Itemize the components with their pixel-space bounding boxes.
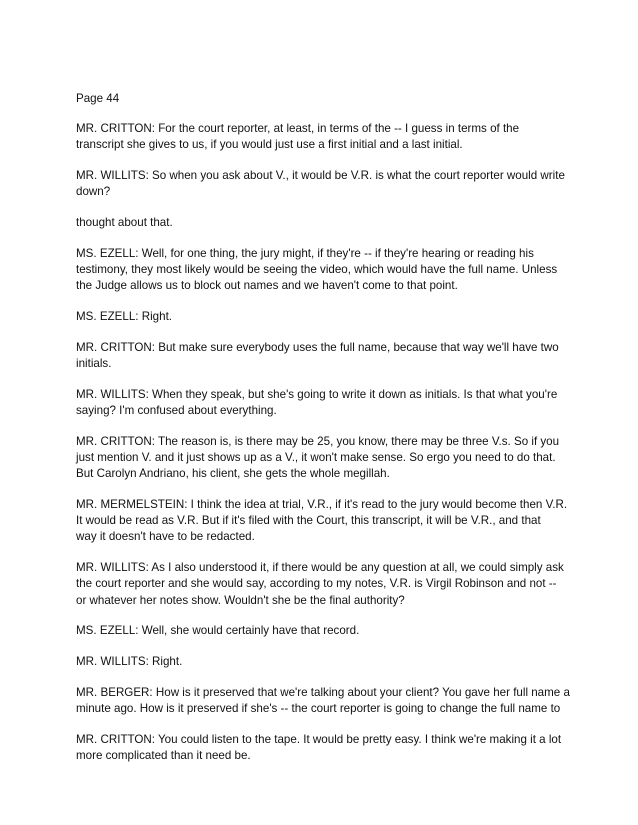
transcript-line: MR. WILLITS: Right. (76, 655, 183, 669)
transcript-line: MS. EZELL: Well, for one thing, the jury might, if they're -- if they're hearing or reading his (76, 246, 534, 260)
transcript-paragraph (76, 623, 566, 639)
transcript-line: just mention V. and it just shows up as a V., it won't make sense. So ergo you need to do that. (76, 451, 556, 464)
transcript-line: MS. EZELL: Right. (76, 310, 173, 323)
transcript-line: more complicated than it need be. (76, 749, 251, 763)
transcript-paragraph (76, 497, 566, 546)
transcript-line: MR. CRITTON: You could listen to the tape. It would be pretty easy. I think we're making it a lot (76, 733, 562, 746)
transcript-line: MS. EZELL: Well, she would certainly have that record. (76, 624, 360, 638)
transcript-line: MR. WILLITS: As I also understood it, if there would be any question at all, we could simply ask (76, 561, 564, 575)
transcript-paragraph (76, 685, 570, 717)
transcript-line: MR. WILLITS: When they speak, but she's going to write it down as initials. Is that what you're (76, 387, 558, 401)
transcript-paragraph (76, 121, 566, 153)
transcript-line: testimony, they most likely would be seeing the video, which would have the full name. Unless (76, 263, 558, 276)
transcript-line: MR. CRITTON: The reason is, is there may be 25, you know, there may be three V.s. So if you (76, 434, 560, 448)
transcript-paragraph (76, 309, 566, 325)
transcript-paragraph (76, 215, 566, 231)
transcript-paragraph (76, 434, 566, 483)
transcript-line: thought about that. (76, 216, 173, 229)
transcript-line: initials. (76, 357, 112, 370)
transcript-body (76, 121, 570, 764)
transcript-paragraph (76, 387, 566, 419)
transcript-line: transcript she gives to us, if you would just use a first initial and a last initial. (76, 138, 463, 152)
transcript-page (76, 91, 570, 779)
transcript-line: the Judge allows us to block out names and we haven't come to that point. (76, 279, 458, 293)
transcript-line: MR. CRITTON: For the court reporter, at least, in terms of the -- I guess in terms of the (76, 122, 520, 135)
transcript-line: MR. BERGER: How is it preserved that we're talking about your client? You gave her full name a (76, 686, 570, 699)
transcript-paragraph (76, 168, 566, 200)
transcript-paragraph (76, 246, 566, 295)
transcript-line: saying? I'm confused about everything. (76, 404, 277, 417)
transcript-line: the court reporter and she would say, according to my notes, V.R. is Virgil Robinson and not -- (76, 577, 557, 591)
transcript-paragraph (76, 560, 566, 609)
transcript-line: MR. WILLITS: So when you ask about V., it would be V.R. is what the court reporter would write (76, 169, 565, 182)
transcript-line: But Carolyn Andriano, his client, she gets the whole megillah. (76, 467, 390, 481)
transcript-line: way it doesn't have to be redacted. (76, 530, 255, 544)
transcript-line: or whatever her notes show. Wouldn't she be the final authority? (76, 593, 405, 607)
transcript-paragraph (76, 654, 566, 670)
transcript-line: MR. CRITTON: But make sure everybody uses the full name, because that way we'll have two (76, 340, 559, 354)
page-number: Page 44 (76, 92, 120, 105)
transcript-paragraph (76, 340, 566, 372)
transcript-paragraph (76, 732, 566, 764)
transcript-line: It would be read as V.R. But if it's filed with the Court, this transcript, it will be V.R., and that (76, 514, 541, 528)
transcript-line: MR. MERMELSTEIN: I think the idea at trial, V.R., if it's read to the jury would become then V.R. (76, 498, 568, 511)
transcript-line: down? (76, 185, 111, 199)
transcript-line: minute ago. How is it preserved if she's -- the court reporter is going to change the full name to (76, 702, 561, 716)
